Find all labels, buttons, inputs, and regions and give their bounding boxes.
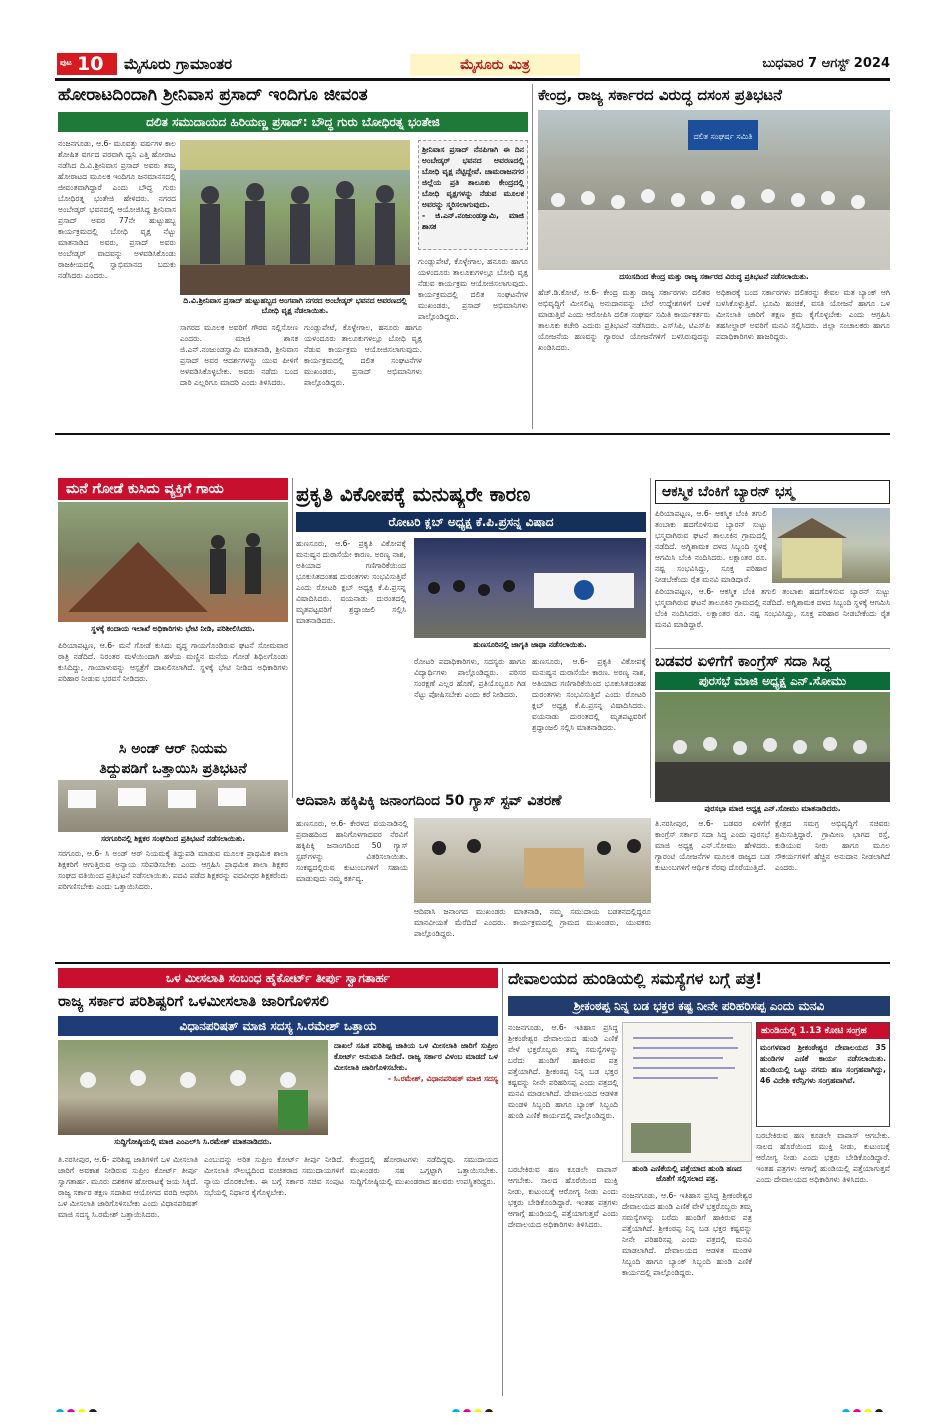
- yellow-dot: [474, 1409, 482, 1412]
- story10-caption: ಹುಂಡಿ ಎಣಿಕೆಯಲ್ಲಿ ಪತ್ತೆಯಾದ ಹುಂಡಿ ಹಣದ ಜೊತೆಗೆ ಸಲ್ಲಿಸಲಾದ ಪತ್ರ.: [632, 1164, 742, 1183]
- story3-caption: ಸ್ಥಳಕ್ಕೆ ಕಂದಾಯ ಇಲಾಖೆ ಅಧಿಕಾರಿಗಳು ಭೇಟಿ ನೀಡಿ, ಪರಿಶೀಲಿಸಿದರು.: [91, 624, 255, 633]
- story3-photo: [58, 502, 288, 622]
- story10-column-4: ಬರಬೇಕಿರುವ ಹಣ ಕೂಡಲೇ ವಾಪಾಸ್ ಆಗಬೇಕು. ಸಾಲದ ಹೊರೆಯಿಂದ ಮುಕ್ತಿ ನೀಡು, ಕುಟುಂಬಕ್ಕೆ ಆರೋಗ್ಯ ನೀಡು ಎಂದು ಭಕ್ತರು ಬೇಡಿಕೊಂಡಿದ್ದಾರೆ. ಇಂತಹ ಪತ್ರಗಳು ಆಗಾಗ್ಗೆ ಹುಂಡಿಯಲ್ಲಿ ಪತ್ತೆಯಾಗುತ್ತವೆ ಎಂದು ದೇವಾಲಯದ ಅಧಿಕಾರಿಗಳು ತಿಳಿಸಿದರು.: [756, 1131, 890, 1184]
- story7-headline-line1: ಸಿ ಅಂಡ್ ಆರ್ ನಿಯಮ: [118, 741, 228, 757]
- story1-caption: ದಿ.ವಿ.ಶ್ರೀನಿವಾಸ ಪ್ರಸಾದ್ ಹುಟ್ಟುಹಬ್ಬದ ಅಂಗವಾಗಿ ನಗರದ ಅಂಬೇಡ್ಕರ್ ಭವನದ ಆವರಣದಲ್ಲಿ ಬೋಧಿ ವೃಕ್ಷ ನೆಡಲಾಯಿತು.: [183, 296, 407, 315]
- yellow-dot: [78, 1409, 86, 1412]
- story4-subhead: ರೋಟರಿ ಕ್ಲಬ್ ಅಧ್ಯಕ್ಷ ಕೆ.ಪಿ.ಪ್ರಸನ್ನ ವಿಷಾದ: [296, 512, 646, 532]
- story1-column-2: ಸಾಗರದ ಮೂಲಕ ಅವರಿಗೆ ಗೌರವ ಸಲ್ಲಿಸೋಣ ಎಂದರು. ಮಾಜಿ ಶಾಸಕ ಜಿ.ಎನ್.ನಂಜುಂಡಸ್ವಾಮಿ ಮಾತನಾಡಿ, ಶ್ರೀನಿವಾಸ ಪ್ರಸಾದ್ ಅವರ ಆದರ್ಶಗಳನ್ನು ಯುವ ಪೀಳಿಗೆ ಅಳವಡಿಸಿಕೊಳ್ಳಬೇಕು. ಅವರು ನಡೆದು ಬಂದ ದಾರಿ ಎಲ್ಲರಿಗೂ ಮಾದರಿ ಎಂದು ತಿಳಿಸಿದರು.: [180, 323, 298, 387]
- story1-column-3: ಗುಂಡ್ಲುಪೇಟೆ, ಕೊಳ್ಳೇಗಾಲ, ಹನೂರು ಹಾಗೂ ಯಳಂದೂರು ತಾಲೂಕುಗಳಲ್ಲೂ ಬೋಧಿ ವೃಕ್ಷ ನೆಡುವ ಕಾರ್ಯಕ್ರಮ ಆಯೋಜಿಸಲಾಗುವುದು. ಕಾರ್ಯಕ್ರಮದಲ್ಲಿ ದಲಿತ ಸಂಘಟನೆಗಳ ಮುಖಂಡರು, ಪ್ರಸಾದ್ ಅಭಿಮಾನಿಗಳು ಪಾಲ್ಗೊಂಡಿದ್ದರು.: [304, 323, 422, 387]
- people-photo-icon: [180, 140, 410, 295]
- story9-quote: [334, 1040, 498, 1150]
- story4-headline: ಪ್ರಕೃತಿ ವಿಕೋಪಕ್ಕೆ ಮನುಷ್ಯರೇ ಕಾರಣ: [296, 482, 531, 506]
- column-divider: [292, 478, 293, 798]
- story-rule: [655, 648, 890, 649]
- story10-sidebar-title: ಹುಂಡಿಯಲ್ಲಿ 1.13 ಕೋಟಿ ಸಂಗ್ರಹ: [757, 1023, 889, 1039]
- magenta-dot: [67, 1409, 75, 1412]
- header-rule: [55, 78, 890, 81]
- cyan-dot: [452, 1409, 460, 1412]
- press-meet-photo-icon: [58, 1040, 328, 1135]
- print-registration-dots-left: [56, 1402, 136, 1412]
- magenta-dot: [463, 1409, 471, 1412]
- story2-headline: ಕೇಂದ್ರ, ರಾಜ್ಯ ಸರ್ಕಾರದ ವಿರುದ್ಧ ದಸಂಸ ಪ್ರತಿಭಟನೆ: [538, 86, 783, 104]
- section-title: ಮೈಸೂರು ಗ್ರಾಮಾಂತರ: [124, 55, 233, 73]
- story9-column-2: ಎಂಬುದನ್ನು ಅರಿತ ಸುಪ್ರೀಂ ಕೋರ್ಟ್ ತೀರ್ಪು ನೀಡಿದೆ. ಮೀಸಲಾತಿ ಸೌಲಭ್ಯದಿಂದ ವಂಚಿತರಾದ ಸಮುದಾಯಗಳಿಗೆ ನ್ಯಾಯ ದೊರಕಬೇಕು. ಈ ಬಗ್ಗೆ ಸರ್ಕಾರ ಸಚಿವ ಸಂಪುಟ ಸಭೆಯಲ್ಲಿ ನಿರ್ಧಾರ ಕೈಗೊಳ್ಳಬೇಕು.: [204, 1155, 344, 1197]
- story5-continued: ಪಿರಿಯಾಪಟ್ಟಣ, ಆ.6- ಆಕಸ್ಮಿಕ ಬೆಂಕಿ ತಗುಲಿ ತಂಬಾಕು ಹದಗೊಳಿಸುವ ಬ್ಯಾರನ್ ಸುಟ್ಟು ಭಸ್ಮವಾಗಿರುವ ಘಟನೆ ತಾಲೂಕಿನ ಗ್ರಾಮದಲ್ಲಿ ನಡೆದಿದೆ. ಅಗ್ನಿಶಾಮಕ ದಳದ ಸಿಬ್ಬಂದಿ ಸ್ಥಳಕ್ಕೆ ಆಗಮಿಸಿ ಬೆಂಕಿ ನಂದಿಸಿದರು. ಲಕ್ಷಾಂತರ ರೂ. ನಷ್ಟ ಸಂಭವಿಸಿದ್ದು, ಸೂಕ್ತ ಪರಿಹಾರ ನೀಡಬೇಕೆಂದು ರೈತ ಮನವಿ ಮಾಡಿದ್ದಾರೆ.: [655, 587, 890, 629]
- story9-kicker: ಒಳ ಮೀಸಲಾತಿ ಸಂಬಂಧ ಹೈಕೋರ್ಟ್ ತೀರ್ಪು ಸ್ವಾಗತಾರ್ಹ: [58, 968, 498, 988]
- story1-photo: [180, 140, 410, 295]
- protest-photo-icon: [538, 110, 890, 270]
- story8-column-1: ಹುಣಸೂರು, ಆ.6- ಕೇರಳದ ವಯನಾಡಿನಲ್ಲಿ ಪ್ರವಾಹದಿಂದ ಹಾನಿಗೊಳಗಾದವರ ನೆರವಿಗೆ ಹಕ್ಕಿಪಿಕ್ಕಿ ಜನಾಂಗದಿಂದ 50 ಗ್ಯಾಸ್ ಸ್ಟವ್‌ಗಳನ್ನು ವಿತರಿಸಲಾಯಿತು. ಸಂಕಷ್ಟದಲ್ಲಿರುವ ಕುಟುಂಬಗಳಿಗೆ ಸಹಾಯ ಮಾಡುವುದು ನಮ್ಮ ಕರ್ತವ್ಯ.: [296, 819, 408, 883]
- masthead-logo: ಮೈಸೂರು ಮಿತ್ರ: [410, 54, 580, 76]
- story10-column-2: ಬರಬೇಕಿರುವ ಹಣ ಕೂಡಲೇ ವಾಪಾಸ್ ಆಗಬೇಕು. ಸಾಲದ ಹೊರೆಯಿಂದ ಮುಕ್ತಿ ನೀಡು, ಕುಟುಂಬಕ್ಕೆ ಆರೋಗ್ಯ ನೀಡು ಎಂದು ಭಕ್ತರು ಬೇಡಿಕೊಂಡಿದ್ದಾರೆ. ಇಂತಹ ಪತ್ರಗಳು ಆಗಾಗ್ಗೆ ಹುಂಡಿಯಲ್ಲಿ ಪತ್ತೆಯಾಗುತ್ತವೆ ಎಂದು ದೇವಾಲಯದ ಅಧಿಕಾರಿಗಳು ತಿಳಿಸಿದರು.: [508, 1165, 618, 1229]
- story5-body: ಪಿರಿಯಾಪಟ್ಟಣ, ಆ.6- ಆಕಸ್ಮಿಕ ಬೆಂಕಿ ತಗುಲಿ ತಂಬಾಕು ಹದಗೊಳಿಸುವ ಬ್ಯಾರನ್ ಸುಟ್ಟು ಭಸ್ಮವಾಗಿರುವ ಘಟನೆ ತಾಲೂಕಿನ ಗ್ರಾಮದಲ್ಲಿ ನಡೆದಿದೆ. ಅಗ್ನಿಶಾಮಕ ದಳದ ಸಿಬ್ಬಂದಿ ಸ್ಥಳಕ್ಕೆ ಆಗಮಿಸಿ ಬೆಂಕಿ ನಂದಿಸಿದರು. ಲಕ್ಷಾಂತರ ರೂ. ನಷ್ಟ ಸಂಭವಿಸಿದ್ದು, ಸೂಕ್ತ ಪರಿಹಾರ ನೀಡಬೇಕೆಂದು ರೈತ ಮನವಿ ಮಾಡಿದ್ದಾರೆ.: [655, 509, 767, 583]
- story2-photo: [538, 110, 890, 270]
- story10-letter-image: [622, 1022, 752, 1162]
- page-label: ಪುಟ: [60, 58, 72, 67]
- story10-column-3: ನಂಜನಗೂಡು, ಆ.6- ಇತಿಹಾಸ ಪ್ರಸಿದ್ಧ ಶ್ರೀಕಂಠೇಶ್ವರ ದೇವಾಲಯದ ಹುಂಡಿ ಎಣಿಕೆ ವೇಳೆ ಭಕ್ತರೊಬ್ಬರು ತಮ್ಮ ಸಮಸ್ಯೆಗಳನ್ನು ಬರೆದು ಹುಂಡಿಗೆ ಹಾಕಿರುವ ಪತ್ರ ಪತ್ತೆಯಾಗಿದೆ. ಶ್ರೀಕಂಠಪ್ಪ ನಿನ್ನ ಬಡ ಭಕ್ತರ ಕಷ್ಟವನ್ನು ನೀನೇ ಪರಿಹರಿಸಪ್ಪ ಎಂದು ಪತ್ರದಲ್ಲಿ ಮನವಿ ಮಾಡಲಾಗಿದೆ. ದೇವಾಲಯದ ಆಡಳಿತ ಮಂಡಳಿ ಸಿಬ್ಬಂದಿ ಹಾಗೂ ಬ್ಯಾಂಕ್ ಸಿಬ್ಬಂದಿ ಹುಂಡಿ ಎಣಿಕೆ ಕಾರ್ಯದಲ್ಲಿ ಪಾಲ್ಗೊಂಡಿದ್ದರು.: [622, 1191, 752, 1277]
- story10-headline: ದೇವಾಲಯದ ಹುಂಡಿಯಲ್ಲಿ ಸಮಸ್ಯೆಗಳ ಬಗ್ಗೆ ಪತ್ರ!: [508, 969, 763, 988]
- page-number-box: [57, 53, 117, 75]
- story6-column-1: ತಿ.ನರಸೀಪುರ, ಆ.6- ಬಡವರ ಏಳಿಗೆಗೆ ಕಾಂಗ್ರೆಸ್ ಸರ್ಕಾರ ಸದಾ ಸಿದ್ಧ ಎಂದು ಪುರಸಭೆ ಮಾಜಿ ಅಧ್ಯಕ್ಷ ಎನ್.ಸೋಮು ಹೇಳಿದರು. ಗ್ಯಾರಂಟಿ ಯೋಜನೆಗಳ ಮೂಲಕ ರಾಜ್ಯದ ಬಡ ಕುಟುಂಬಗಳಿಗೆ ಆರ್ಥಿಕ ನೆರವು ದೊರೆಯುತ್ತಿದೆ.: [655, 819, 770, 872]
- page-number: 10: [77, 53, 104, 75]
- story2-column-2: ಅಧಿಕಾರಕ್ಕೆ ಬಂದ ಸರ್ಕಾರಗಳು ದಲಿತರನ್ನು ಕೇವಲ ಮತ ಬ್ಯಾಂಕ್ ಆಗಿ ಬಳಸಿಕೊಳ್ಳುತ್ತಿವೆ. ಭೂಮಿ ಹಂಚಿಕೆ, ವಸತಿ ಯೋಜನೆ ಹಾಗೂ ಒಳ ಮೀಸಲಾತಿ ಜಾರಿಗೆ ತಕ್ಷಣ ಕ್ರಮ ಕೈಗೊಳ್ಳಬೇಕು ಎಂದು ಆಗ್ರಹಿಸಿ ತಹಸೀಲ್ದಾರ್ ಅವರಿಗೆ ಮನವಿ ಸಲ್ಲಿಸಿದರು. ಜಿಲ್ಲಾ ಸಂಚಾಲಕರು ಹಾಗೂ ಪದಾಧಿಕಾರಿಗಳು ಹಾಜರಿದ್ದರು.: [716, 288, 890, 341]
- column-divider: [502, 968, 503, 1396]
- cyan-dot: [842, 1409, 850, 1412]
- banner-text: ದಲಿತ ಸಂಘರ್ಷ ಸಮಿತಿ: [693, 132, 753, 141]
- teachers-protest-photo-icon: [58, 780, 288, 832]
- story2-caption: ದಸಂಸದಿಂದ ಕೇಂದ್ರ ಮತ್ತು ರಾಜ್ಯ ಸರ್ಕಾರದ ವಿರುದ್ಧ ಪ್ರತಿಭಟನೆ ನಡೆಸಲಾಯಿತು.: [619, 272, 809, 281]
- column-divider: [532, 84, 533, 429]
- story7-body: ಸರಗೂರು, ಆ.6- ಸಿ ಅಂಡ್ ಆರ್ ನಿಯಮಕ್ಕೆ ತಿದ್ದುಪಡಿ ಮಾಡುವ ಮೂಲಕ ಪ್ರಾಥಮಿಕ ಶಾಲಾ ಶಿಕ್ಷಕರಿಗೆ ಆಗುತ್ತಿರುವ ಅನ್ಯಾಯ ಸರಿಪಡಿಸಬೇಕು ಎಂದು ಆಗ್ರಹಿಸಿ ಪ್ರಾಥಮಿಕ ಶಾಲಾ ಶಿಕ್ಷಕರ ಸಂಘದ ವತಿಯಿಂದ ಪ್ರತಿಭಟನೆ ನಡೆಸಲಾಯಿತು. ಪದವಿ ಪಡೆದ ಶಿಕ್ಷಕರನ್ನು ಪದವೀಧರ ಶಿಕ್ಷಕರೆಂದು ಪರಿಗಣಿಸಬೇಕು ಎಂದು ಒತ್ತಾಯಿಸಿದರು.: [58, 849, 288, 891]
- story9-quote-signature: - ಸಿ.ರಮೇಶ್, ವಿಧಾನಪರಿಷತ್ ಮಾಜಿ ಸದಸ್ಯ: [387, 1074, 498, 1083]
- story9-quote-text: ದಾಖಲೆ ಸಹಿತ ಪರಿಶಿಷ್ಟ ಜಾತಿಯ ಒಳ ಮೀಸಲಾತಿ ಜಾರಿಗೆ ಸುಪ್ರೀಂ ಕೋರ್ಟ್ ಅನುಮತಿ ನೀಡಿದೆ. ರಾಜ್ಯ ಸರ್ಕಾರ ವಿಳಂಬ ಮಾಡದೆ ಒಳ ಮೀಸಲಾತಿ ಜಾರಿಗೊಳಿಸಬೇಕು.: [334, 1041, 498, 1072]
- story7-caption: ಸರಗೂರಿನಲ್ಲಿ ಶಿಕ್ಷಕರ ಸಂಘದಿಂದ ಪ್ರತಿಭಟನೆ ನಡೆಸಲಾಯಿತು.: [100, 834, 246, 843]
- yellow-dot: [864, 1409, 872, 1412]
- story1-quote-text: ಶ್ರೀನಿವಾಸ ಪ್ರಸಾದ್ ನೆನಪಿಗಾಗಿ ಈ ದಿನ ಅಂಬೇಡ್ಕರ್ ಭವನದ ಆವರಣದಲ್ಲಿ ಬೋಧಿ ವೃಕ್ಷ ನೆಟ್ಟಿದ್ದೇವೆ. ಚಾಮರಾಜನಗರ ಜಿಲ್ಲೆಯ ಪ್ರತಿ ತಾಲೂಕು ಕೇಂದ್ರದಲ್ಲಿ ಬೋಧಿ ವೃಕ್ಷಗಳನ್ನು ನೆಡುವ ಮೂಲಕ ಅವರನ್ನು ಸ್ಮರಿಸಲಾಗುವುದು.: [422, 145, 524, 209]
- story7-photo: [58, 780, 288, 832]
- cyan-dot: [56, 1409, 64, 1412]
- story1-column-4: ಗುಂಡ್ಲುಪೇಟೆ, ಕೊಳ್ಳೇಗಾಲ, ಹನೂರು ಹಾಗೂ ಯಳಂದೂರು ತಾಲೂಕುಗಳಲ್ಲೂ ಬೋಧಿ ವೃಕ್ಷ ನೆಡುವ ಕಾರ್ಯಕ್ರಮ ಆಯೋಜಿಸಲಾಗುವುದು. ಕಾರ್ಯಕ್ರಮದಲ್ಲಿ ದಲಿತ ಸಂಘಟನೆಗಳ ಮುಖಂಡರು, ಪ್ರಸಾದ್ ಅಭಿಮಾನಿಗಳು ಪಾಲ್ಗೊಂಡಿದ್ದರು.: [418, 257, 528, 321]
- story9-column-3: ಕೇಂದ್ರದಲ್ಲಿ ಹೋರಾಟಗಳು ನಡೆದಿದ್ದವು. ಸಮುದಾಯದ ಮುಖಂಡರು ಸಹ ಒಗ್ಗಟ್ಟಾಗಿ ಒತ್ತಾಯಿಸಬೇಕು. ಸುದ್ದಿಗೋಷ್ಠಿಯಲ್ಲಿ ಮುಖಂಡರಾದ ಹಲವರು ಉಪಸ್ಥಿತರಿದ್ದರು.: [350, 1155, 498, 1186]
- story6-column-2: ಕ್ಷೇತ್ರದ ಸಮಗ್ರ ಅಭಿವೃದ್ಧಿಗೆ ಸಚಿವರು ಶ್ರಮಿಸುತ್ತಿದ್ದಾರೆ. ಗ್ರಾಮೀಣ ಭಾಗದ ರಸ್ತೆ, ಕುಡಿಯುವ ನೀರು ಹಾಗೂ ಮೂಲ ಸೌಕರ್ಯಗಳಿಗೆ ಹೆಚ್ಚಿನ ಅನುದಾನ ನೀಡಲಾಗಿದೆ ಎಂದರು.: [775, 819, 890, 872]
- story1-quote-signature: - ಜಿ.ಎನ್.ನಂಜುಂಡಸ್ವಾಮಿ, ಮಾಜಿ ಶಾಸಕ: [422, 211, 524, 231]
- magenta-dot: [853, 1409, 861, 1412]
- story10-sidebar: [756, 1022, 890, 1127]
- story4-column-2: ರೋಟರಿ ಪದಾಧಿಕಾರಿಗಳು, ಸದಸ್ಯರು ಹಾಗೂ ವಿದ್ಯಾರ್ಥಿಗಳು ಪಾಲ್ಗೊಂಡಿದ್ದರು. ಪರಿಸರ ಸಂರಕ್ಷಣೆ ಎಲ್ಲರ ಹೊಣೆ, ಪ್ರತಿಯೊಬ್ಬರೂ ಗಿಡ ನೆಟ್ಟು ಪೋಷಿಸಬೇಕು ಎಂದು ಕರೆ ನೀಡಿದರು.: [414, 657, 526, 699]
- stove-distribution-photo-icon: [414, 818, 651, 903]
- story1-headline: ಹೋರಾಟದಿಂದಾಗಿ ಶ್ರೀನಿವಾಸ ಪ್ರಸಾದ್ ಇಂದಿಗೂ ಜೀವಂತ: [58, 85, 368, 105]
- story10-subhead: ಶ್ರೀಕಂಠಪ್ಪ ನಿನ್ನ ಬಡ ಭಕ್ತರ ಕಷ್ಟ ನೀನೇ ಪರಿಹರಿಸಪ್ಪ ಎಂದು ಮನವಿ: [508, 996, 890, 1016]
- story1-subhead: ದಲಿತ ಸಮುದಾಯದ ಹಿರಿಯಣ್ಣ ಪ್ರಸಾದ್: ಬೌದ್ಧ ಗುರು ಬೋಧಿರತ್ನ ಭಂತೇಜಿ: [58, 112, 528, 132]
- story9-column-1: ತಿ.ನರಸೀಪುರ, ಆ.6- ಪರಿಶಿಷ್ಟ ಜಾತಿಗಳಿಗೆ ಒಳ ಮೀಸಲಾತಿ ಜಾರಿಗೆ ಅವಕಾಶ ನೀಡಿರುವ ಸುಪ್ರೀಂ ಕೋರ್ಟ್ ತೀರ್ಪು ಸ್ವಾಗತಾರ್ಹ. ಮೂರು ದಶಕಗಳ ಹೋರಾಟಕ್ಕೆ ಜಯ ಸಿಕ್ಕಿದೆ. ರಾಜ್ಯ ಸರ್ಕಾರ ತಕ್ಷಣ ಸದಾಶಿವ ಆಯೋಗದ ವರದಿ ಆಧರಿಸಿ ಒಳ ಮೀಸಲಾತಿ ಜಾರಿಗೊಳಿಸಬೇಕು ಎಂದು ವಿಧಾನಪರಿಷತ್ ಮಾಜಿ ಸದಸ್ಯ ಸಿ.ರಮೇಶ್ ಒತ್ತಾಯಿಸಿದರು.: [58, 1155, 198, 1219]
- collapsed-wall-photo-icon: [58, 502, 288, 622]
- section-rule: [55, 433, 890, 435]
- story8-column-2: ಆದಿವಾಸಿ ಜನಾಂಗದ ಮುಖಂಡರು ಮಾತನಾಡಿ, ನಮ್ಮ ಸಮುದಾಯ ಬಡತನದಲ್ಲಿದ್ದರೂ ಮಾನವೀಯತೆ ಮೆರೆದಿದೆ ಎಂದರು. ಕಾರ್ಯಕ್ರಮದಲ್ಲಿ ಗ್ರಾಮದ ಮುಖಂಡರು, ಯುವಕರು ಪಾಲ್ಗೊಂಡಿದ್ದರು.: [414, 907, 651, 938]
- story6-photo: [655, 692, 890, 802]
- story6-caption: ಪುರಸಭಾ ಮಾಜಿ ಅಧ್ಯಕ್ಷ ಎನ್.ಸೋಮು ಮಾತನಾಡಿದರು.: [704, 804, 841, 813]
- story4-photo: [414, 538, 646, 638]
- rally-photo-icon: [414, 538, 646, 638]
- story8-headline: ಆದಿವಾಸಿ ಹಕ್ಕಿಪಿಕ್ಕಿ ಜನಾಂಗದಿಂದ 50 ಗ್ಯಾಸ್ ಸ್ಟವ್ ವಿತರಣೆ: [296, 793, 562, 809]
- story8-photo: [414, 818, 651, 903]
- story9-subhead: ವಿಧಾನಪರಿಷತ್ ಮಾಜಿ ಸದಸ್ಯ ಸಿ.ರಮೇಶ್ ಒತ್ತಾಯ: [58, 1016, 498, 1036]
- section-rule: [55, 962, 890, 964]
- black-dot: [875, 1409, 883, 1412]
- black-dot: [89, 1409, 97, 1412]
- story9-headline: ರಾಜ್ಯ ಸರ್ಕಾರ ಪರಿಶಿಷ್ಟರಿಗೆ ಒಳಮೀಸಲಾತಿ ಜಾರಿಗೊಳಿಸಲಿ: [58, 992, 329, 1010]
- handwritten-letter-icon: [623, 1023, 752, 1162]
- story7-headline-line2: ತಿದ್ದುಪಡಿಗೆ ಒತ್ತಾಯಿಸಿ ಪ್ರತಿಭಟನೆ: [99, 761, 247, 777]
- story4-column-3: ಹುಣಸೂರು, ಆ.6- ಪ್ರಕೃತಿ ವಿಕೋಪಕ್ಕೆ ಮನುಷ್ಯನ ದುರಾಸೆಯೇ ಕಾರಣ. ಅರಣ್ಯ ನಾಶ, ಅತಿಯಾದ ಗಣಿಗಾರಿಕೆಯಿಂದ ಭೂಕುಸಿತದಂತಹ ದುರಂತಗಳು ಸಂಭವಿಸುತ್ತಿವೆ ಎಂದು ರೋಟರಿ ಕ್ಲಬ್ ಅಧ್ಯಕ್ಷ ಕೆ.ಪಿ.ಪ್ರಸನ್ನ ವಿಷಾದಿಸಿದರು. ವಯನಾಡು ದುರಂತದಲ್ಲಿ ಮೃತಪಟ್ಟವರಿಗೆ ಶ್ರದ್ಧಾಂಜಲಿ ಸಲ್ಲಿಸಿ ಮಾತನಾಡಿದರು.: [532, 657, 646, 732]
- column-divider: [650, 478, 651, 798]
- story6-headline: ಬಡವರ ಏಳಿಗೆಗೆ ಕಾಂಗ್ರೆಸ್ ಸದಾ ಸಿದ್ಧ: [655, 652, 832, 670]
- print-registration-dots-center: [452, 1402, 512, 1412]
- burnt-barn-photo-icon: [772, 508, 890, 583]
- meeting-photo-icon: [655, 692, 890, 802]
- story9-photo: [58, 1040, 328, 1135]
- black-dot: [485, 1409, 493, 1412]
- story5-photo: [772, 508, 890, 583]
- story3-headline: ಮನೆ ಗೋಡೆ ಕುಸಿದು ವ್ಯಕ್ತಿಗೆ ಗಾಯ: [58, 478, 288, 500]
- story5-headline: ಆಕಸ್ಮಿಕ ಬೆಂಕಿಗೆ ಬ್ಯಾರನ್ ಭಸ್ಮ: [655, 480, 890, 504]
- story1-column-1: ನಂಜನಗೂಡು, ಆ.6- ಮೂವತ್ತು ವರ್ಷಗಳ ಕಾಲ ಶೋಷಿತ ವರ್ಗದ ಪರವಾಗಿ ಧ್ವನಿ ಎತ್ತಿ ಹೋರಾಟ ನಡೆಸಿದ ದಿ.ವಿ.ಶ್ರೀನಿವಾಸ ಪ್ರಸಾದ್ ಅವರು ತಮ್ಮ ಹೋರಾಟದ ಮೂಲಕ ಇಂದಿಗೂ ಜನಮಾನಸದಲ್ಲಿ ಜೀವಂತವಾಗಿದ್ದಾರೆ ಎಂದು ಬೌದ್ಧ ಗುರು ಬೋಧಿರತ್ನ ಭಂತೇಜಿ ಹೇಳಿದರು. ನಗರದ ಅಂಬೇಡ್ಕರ್ ಭವನದಲ್ಲಿ ಆಯೋಜಿಸಿದ್ದ ಶ್ರೀನಿವಾಸ ಪ್ರಸಾದ್ ಅವರ 77ನೇ ಹುಟ್ಟುಹಬ್ಬ ಕಾರ್ಯಕ್ರಮದಲ್ಲಿ ಬೋಧಿ ವೃಕ್ಷ ನೆಟ್ಟು ಮಾತನಾಡಿದ ಅವರು, ಪ್ರಸಾದ್ ಅವರು ಅಂಬೇಡ್ಕರ್ ವಾದವನ್ನು ಅಳವಡಿಸಿಕೊಂಡು ರಾಜಕೀಯದಲ್ಲಿ ಸ್ವಾಭಿಮಾನದ ಬದುಕು ನಡೆಸಿದರು ಎಂದರು.: [58, 139, 176, 280]
- publication-date: ಬುಧವಾರ 7 ಆಗಸ್ಟ್ 2024: [762, 56, 890, 71]
- story2-column-1: ಹೆಚ್.ಡಿ.ಕೋಟೆ, ಆ.6- ಕೇಂದ್ರ ಮತ್ತು ರಾಜ್ಯ ಸರ್ಕಾರಗಳು ದಲಿತರ ಅಭಿವೃದ್ಧಿಗೆ ಮೀಸಲಿಟ್ಟ ಅನುದಾನವನ್ನು ಬೇರೆ ಉದ್ದೇಶಗಳಿಗೆ ಬಳಕೆ ಮಾಡುತ್ತಿವೆ ಎಂದು ಆರೋಪಿಸಿ ದಲಿತ ಸಂಘರ್ಷ ಸಮಿತಿ ಕಾರ್ಯಕರ್ತರು ತಾಲೂಕು ಕಚೇರಿ ಎದುರು ಪ್ರತಿಭಟನೆ ನಡೆಸಿದರು. ಎಸ್‌ಸಿಪಿ, ಟಿಎಸ್‌ಪಿ ಯೋಜನೆಯ ಹಣವನ್ನು ಗ್ಯಾರಂಟಿ ಯೋಜನೆಗಳಿಗೆ ಬಳಸಿರುವುದನ್ನು ಖಂಡಿಸಿದರು.: [538, 288, 710, 352]
- story4-column-1: ಹುಣಸೂರು, ಆ.6- ಪ್ರಕೃತಿ ವಿಕೋಪಕ್ಕೆ ಮನುಷ್ಯನ ದುರಾಸೆಯೇ ಕಾರಣ. ಅರಣ್ಯ ನಾಶ, ಅತಿಯಾದ ಗಣಿಗಾರಿಕೆಯಿಂದ ಭೂಕುಸಿತದಂತಹ ದುರಂತಗಳು ಸಂಭವಿಸುತ್ತಿವೆ ಎಂದು ರೋಟರಿ ಕ್ಲಬ್ ಅಧ್ಯಕ್ಷ ಕೆ.ಪಿ.ಪ್ರಸನ್ನ ವಿಷಾದಿಸಿದರು. ವಯನಾಡು ದುರಂತದಲ್ಲಿ ಮೃತಪಟ್ಟವರಿಗೆ ಶ್ರದ್ಧಾಂಜಲಿ ಸಲ್ಲಿಸಿ ಮಾತನಾಡಿದರು.: [296, 539, 406, 625]
- story10-sidebar-body: ಮಂಗಳವಾರ ಶ್ರೀಕಂಠೇಶ್ವರ ದೇವಾಲಯದ 35 ಹುಂಡಿಗಳ ಎಣಿಕೆ ಕಾರ್ಯ ನಡೆಸಲಾಯಿತು. ಹುಂಡಿಯಲ್ಲಿ ಒಟ್ಟು ನಗದು ಹಣ ಸಂಗ್ರಹವಾಗಿದ್ದು, 46 ವಿದೇಶಿ ಕರೆನ್ಸಿಗಳು ಸಂಗ್ರಹವಾಗಿವೆ.: [760, 1043, 886, 1085]
- story10-column-1: ನಂಜನಗೂಡು, ಆ.6- ಇತಿಹಾಸ ಪ್ರಸಿದ್ಧ ಶ್ರೀಕಂಠೇಶ್ವರ ದೇವಾಲಯದ ಹುಂಡಿ ಎಣಿಕೆ ವೇಳೆ ಭಕ್ತರೊಬ್ಬರು ತಮ್ಮ ಸಮಸ್ಯೆಗಳನ್ನು ಬರೆದು ಹುಂಡಿಗೆ ಹಾಕಿರುವ ಪತ್ರ ಪತ್ತೆಯಾಗಿದೆ. ಶ್ರೀಕಂಠಪ್ಪ ನಿನ್ನ ಬಡ ಭಕ್ತರ ಕಷ್ಟವನ್ನು ನೀನೇ ಪರಿಹರಿಸಪ್ಪ ಎಂದು ಪತ್ರದಲ್ಲಿ ಮನವಿ ಮಾಡಲಾಗಿದೆ. ದೇವಾಲಯದ ಆಡಳಿತ ಮಂಡಳಿ ಸಿಬ್ಬಂದಿ ಹಾಗೂ ಬ್ಯಾಂಕ್ ಸಿಬ್ಬಂದಿ ಹುಂಡಿ ಎಣಿಕೆ ಕಾರ್ಯದಲ್ಲಿ ಪಾಲ್ಗೊಂಡಿದ್ದರು.: [508, 1023, 618, 1120]
- story6-subhead: ಪುರಸಭೆ ಮಾಜಿ ಅಧ್ಯಕ್ಷ ಎನ್.ಸೋಮು: [655, 672, 890, 690]
- print-registration-dots-right: [842, 1402, 902, 1412]
- story9-caption: ಸುದ್ದಿಗೋಷ್ಠಿಯಲ್ಲಿ ಮಾಜಿ ಎಂಎಲ್‌ಸಿ ಸಿ.ರಮೇಶ್ ಮಾತನಾಡಿದರು.: [114, 1137, 272, 1146]
- story1-quote: [418, 140, 528, 250]
- story4-caption: ಹುಣಸೂರಿನಲ್ಲಿ ಜಾಗೃತಿ ಜಾಥಾ ನಡೆಸಲಾಯಿತು.: [473, 640, 587, 649]
- story3-body: ಪಿರಿಯಾಪಟ್ಟಣ, ಆ.6- ಮನೆ ಗೋಡೆ ಕುಸಿದು ವೃದ್ಧ ಗಾಯಗೊಂಡಿರುವ ಘಟನೆ ಸೋಮವಾರ ರಾತ್ರಿ ನಡೆದಿದೆ. ನಿರಂತರ ಮಳೆಯಿಂದಾಗಿ ಹಳೆಯ ಮಣ್ಣಿನ ಮನೆಯ ಗೋಡೆ ಶಿಥಿಲಗೊಂಡು ಕುಸಿದಿದ್ದು, ಗಾಯಾಳುವನ್ನು ಆಸ್ಪತ್ರೆಗೆ ದಾಖಲಿಸಲಾಗಿದೆ. ಸ್ಥಳಕ್ಕೆ ಭೇಟಿ ನೀಡಿದ ಅಧಿಕಾರಿಗಳು ಪರಿಹಾರ ನೀಡುವ ಭರವಸೆ ನೀಡಿದರು.: [58, 641, 288, 683]
